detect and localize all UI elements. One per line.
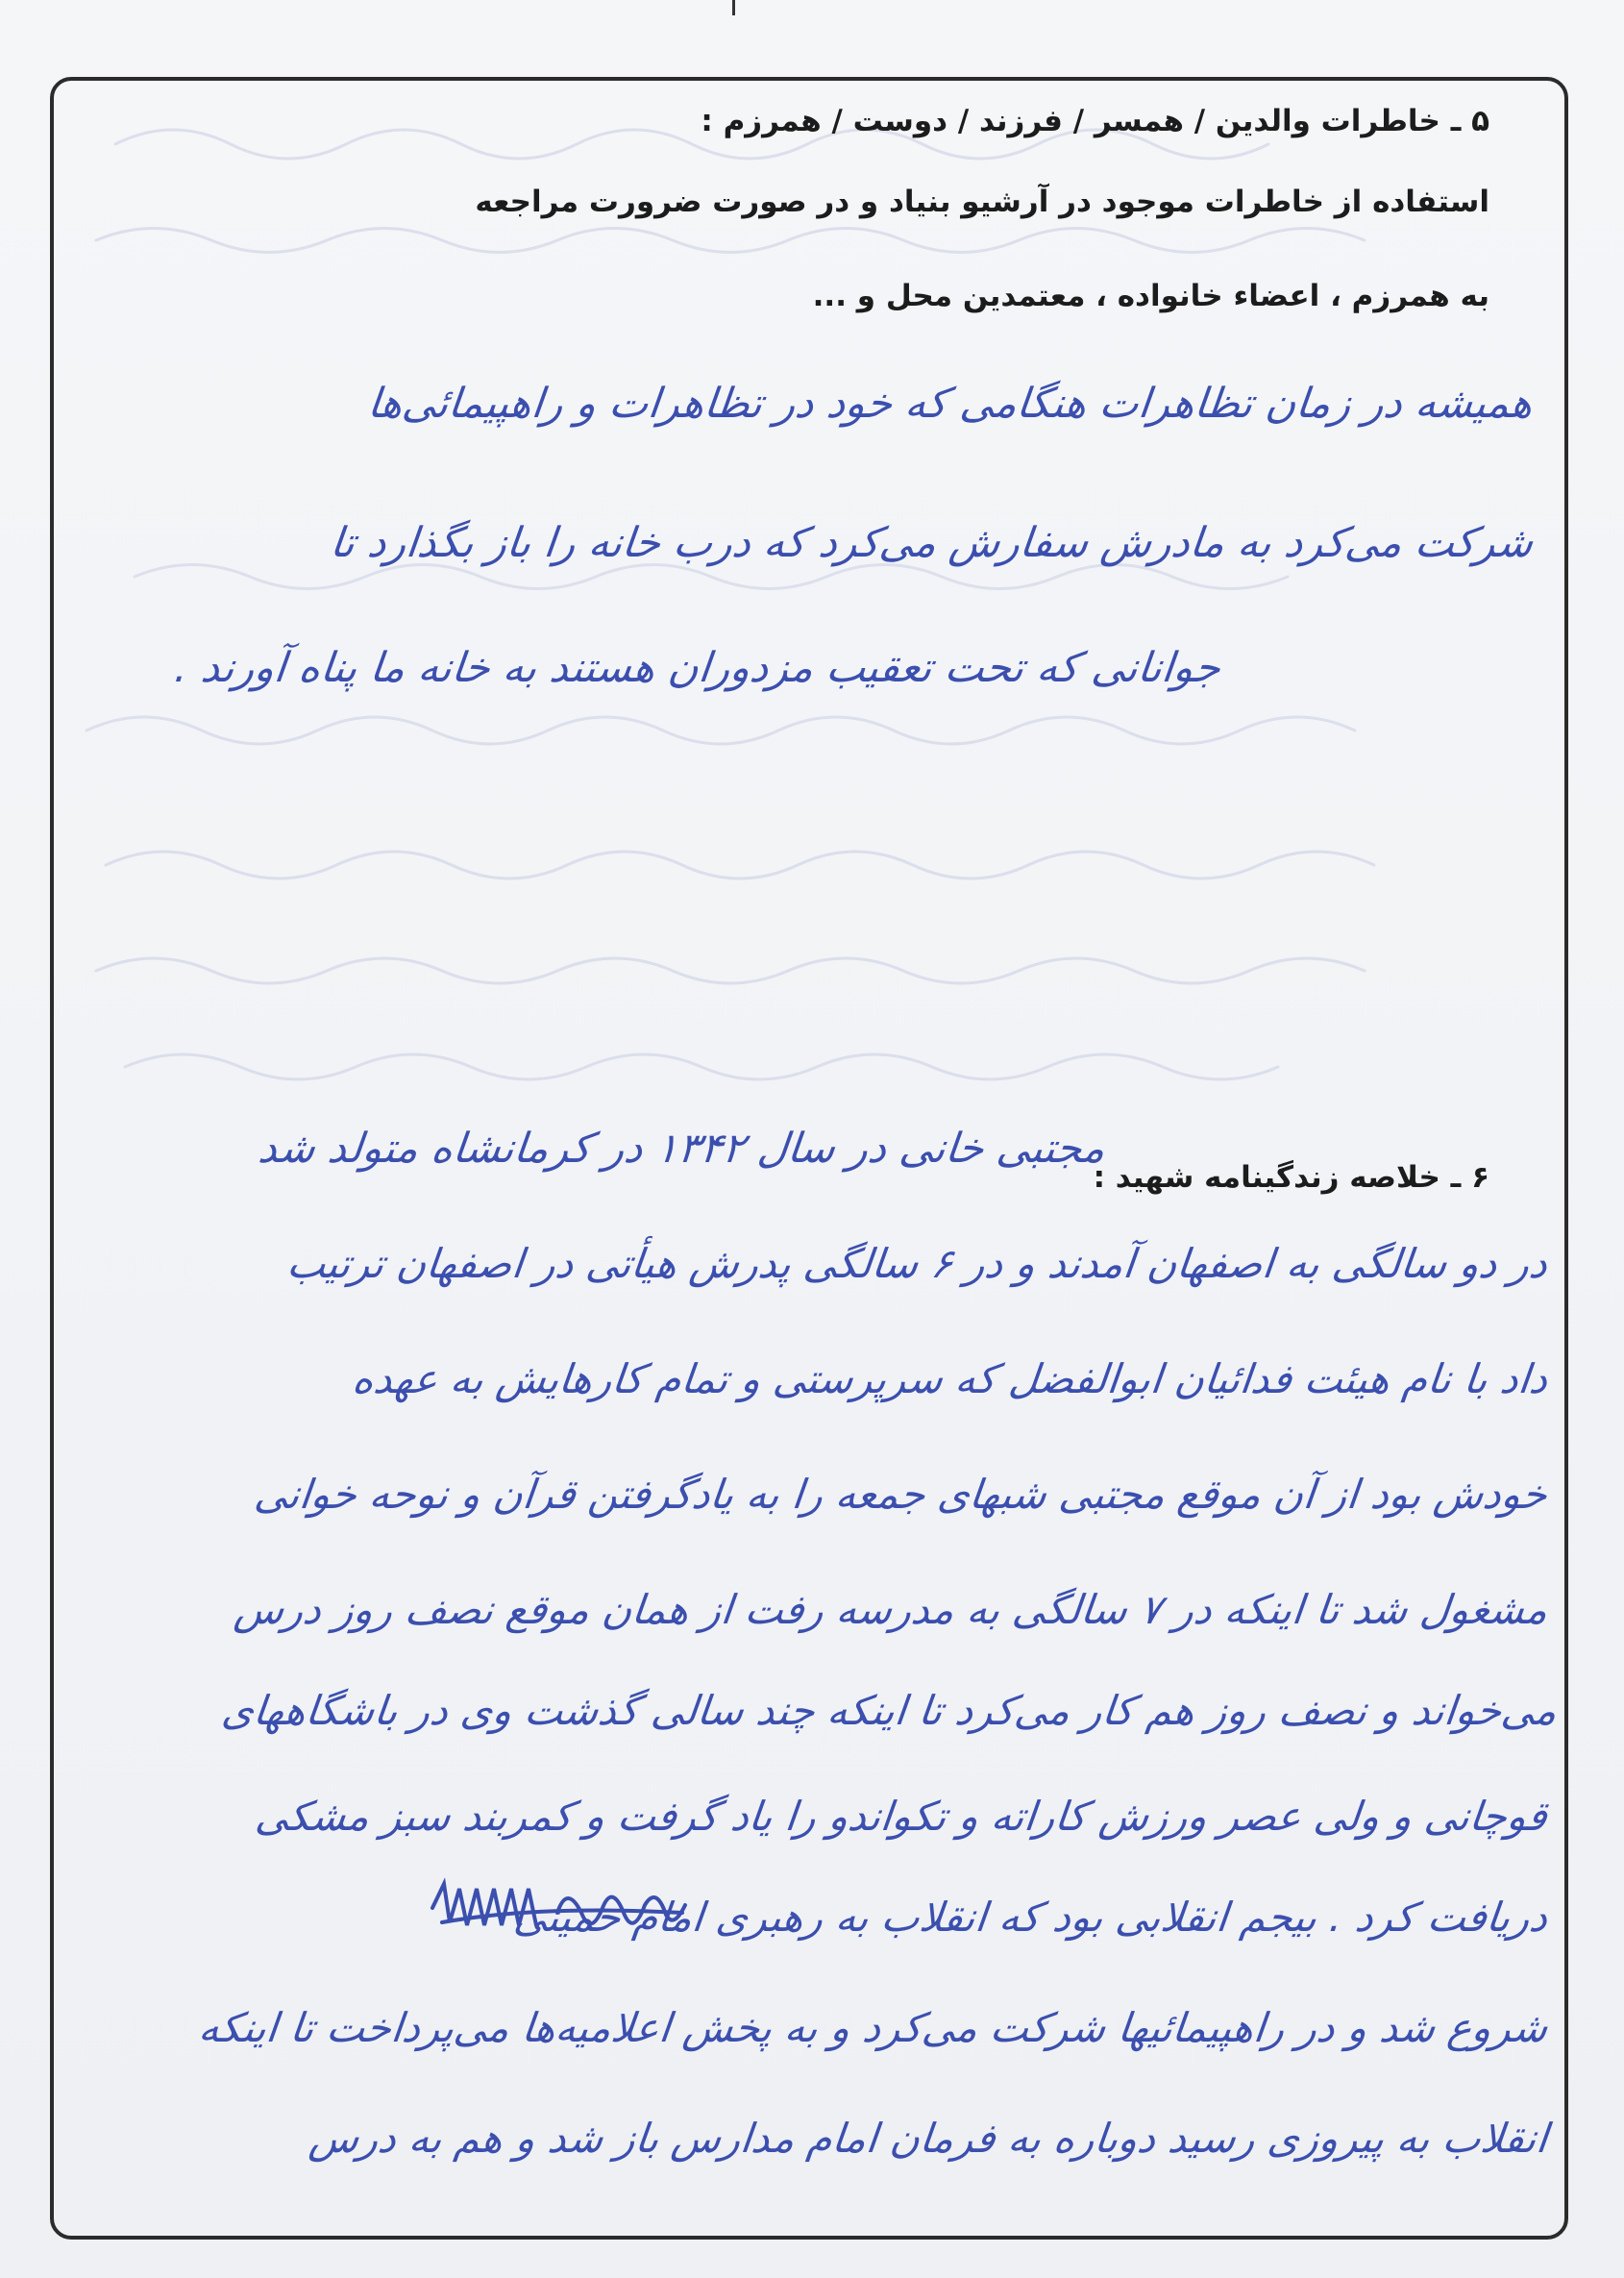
biography-line: می‌خواند و نصف روز هم کار می‌کرد تا اینکه چند سالی گذشت وی در باشگاههای <box>219 1687 1560 1734</box>
section6-heading: ۶ ـ خلاصه زندگینامه شهید : <box>1093 1160 1489 1195</box>
memory-line: همیشه در زمان تظاهرات هنگامی که خود در تظاهرات و راهپیمائی‌ها <box>365 380 1536 428</box>
biography-first-line: مجتبی خانی در سال ۱۳۴۲ در کرمانشاه متولد شد <box>256 1125 1108 1173</box>
section5-instruction-line2: به همرزم ، اعضاء خانواده ، معتمدین محل و ... <box>812 279 1489 313</box>
memory-line: شرکت می‌کرد به مادرش سفارش می‌کرد که درب خانه را باز بگذارد تا <box>328 519 1536 567</box>
memory-line: جوانانی که تحت تعقیب مزدوران هستند به خانه ما پناه آورند . <box>172 644 1223 692</box>
biography-line: داد با نام هیئت فدائیان ابوالفضل که سرپرستی و تمام کارهایش به عهده <box>350 1355 1550 1402</box>
section5-heading: ۵ ـ خاطرات والدین / همسر / فرزند / دوست / همرزم : <box>701 104 1489 138</box>
biography-line: دریافت کرد . بیجم انقلابی بود که انقلاب به رهبری امام خمینی <box>511 1894 1550 1941</box>
crossed-out-word <box>423 1869 701 1942</box>
biography-line: انقلاب به پیروزی رسید دوباره به فرمان امام مدارس باز شد و هم به درس <box>306 2115 1550 2162</box>
biography-line: قوچانی و ولی عصر ورزش کاراته و تکواندو را یاد گرفت و کمربند سبز مشکی <box>253 1793 1550 1840</box>
biography-line: مشغول شد تا اینکه در ۷ سالگی به مدرسه رفت از همان موقع نصف روز درس <box>232 1586 1550 1633</box>
section5-instruction-line1: استفاده از خاطرات موجود در آرشیو بنیاد و در صورت ضرورت مراجعه <box>475 185 1489 219</box>
biography-line: در دو سالگی به اصفهان آمدند و در ۶ سالگی پدرش هیأتی در اصفهان ترتیب <box>284 1240 1550 1287</box>
biography-line: شروع شد و در راهپیمائیها شرکت می‌کرد و به پخش اعلامیه‌ها می‌پرداخت تا اینکه <box>196 2004 1550 2051</box>
biography-line: خودش بود از آن موقع مجتبی شبهای جمعه را به یادگرفتن قرآن و نوحه خوانی <box>252 1471 1550 1518</box>
